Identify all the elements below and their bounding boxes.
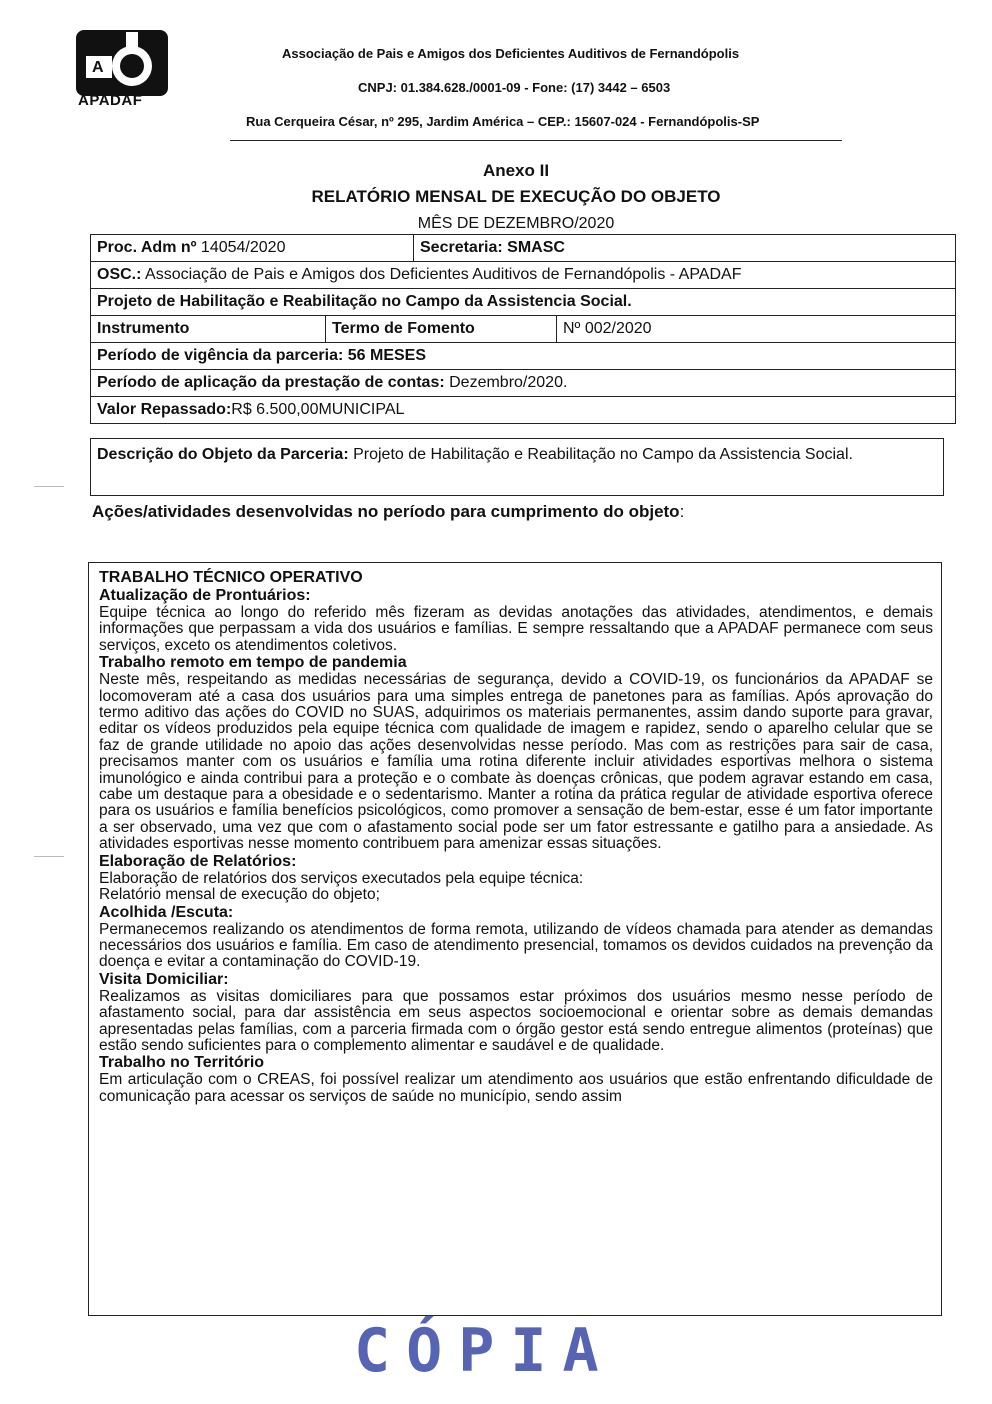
section-text-reports-1: Elaboração de relatórios dos serviços executados pela equipe técnica: bbox=[99, 869, 584, 887]
logo-text: APADAF bbox=[78, 92, 143, 109]
osc-value: Associação de Pais e Amigos dos Deficientes Auditivos de Fernandópolis - APADAF bbox=[141, 266, 742, 283]
section-title-listening: Acolhida /Escuta: bbox=[99, 903, 234, 921]
info-table bbox=[90, 234, 956, 424]
instrument-cell: Instrumento bbox=[97, 320, 190, 337]
osc-label: OSC.: bbox=[97, 266, 142, 283]
actions-heading bbox=[92, 502, 684, 522]
header-divider bbox=[230, 140, 842, 141]
section-title-home-visit: Visita Domiciliar: bbox=[99, 970, 229, 988]
actions-heading-text: Ações/atividades desenvolvidas no período para cumprimento do objeto bbox=[92, 502, 680, 521]
section-title-territory: Trabalho no Território bbox=[99, 1054, 265, 1072]
svg-text:A: A bbox=[92, 59, 104, 76]
section-text-remote-work: Neste mês, respeitando as medidas necessárias de segurança, devido a COVID-19, os funcionários da APADAF se locomoveram até a casa dos usuários para uma simples entrega de panetones para as famílias. Após aprovação do termo aditivo das ações do COVID no SUAS, adquirimos os materiais permanentes, assim dando suporte para gravar, editar os vídeos produzidos pela equipe técnica com qualidade de imagem e rapidez, sendo o aparelho celular que se faz de grande utilidade no apoio das ações desenvolvidas nesse período. Mas com as restrições para sair de casa, precisamos manter com os usuários e família uma rotina diferente incluir atividades esportivas melhora o sistema imunológico e ainda contribui para a proteção e o combate às doenças crônicas, que podem agravar estando em casa, cabe um destaque para a obesidade e o sedentarismo. Manter a rotina da prática regular de atividade esportiva oferece para os usuários e família benefícios psicológicos, como promover a sensação de bem-estar, esse é um fator importante a ser observado, uma vez que com o afastamento social pode ser um fator estressante e gatilho para a ansiedade. As atividades esportivas nesse momento contribuem para amenizar essas situações. bbox=[99, 671, 933, 853]
section-main-title: TRABALHO TÉCNICO OPERATIVO bbox=[99, 569, 363, 586]
aplicacao-value: Dezembro/2020. bbox=[444, 374, 568, 391]
object-description-box bbox=[90, 438, 944, 496]
section-text-territory: Em articulação com o CREAS, foi possível realizar um atendimento aos usuários que estão enfrentando dificuldade de comunicação para acessar os serviços de saúde no município, sendo assim bbox=[99, 1071, 933, 1105]
margin-mark bbox=[34, 486, 64, 487]
annex-title: Anexo II bbox=[482, 161, 550, 180]
section-text-home-visit: Realizamos as visitas domiciliares para que possamos estar próximos dos usuários mesmo nesse período de afastamento social, para dar assistência em seus aspectos socioemocional e orientar sobre as demais demandas apresentadas pelas famílias, com a parceria firmada com o órgão gestor está sendo entregue alimentos (proteínas) que estão sendo suficientes para o complemento alimentar e saudável e de qualidade. bbox=[99, 987, 933, 1054]
info-row-instrument bbox=[91, 316, 955, 343]
actions-heading-colon: : bbox=[679, 502, 685, 521]
report-title: RELATÓRIO MENSAL DE EXECUÇÃO DO OBJETO bbox=[311, 187, 721, 206]
project-cell: Projeto de Habilitação e Reabilitação no Campo da Assistencia Social. bbox=[97, 293, 632, 310]
org-cnpj-phone: CNPJ: 01.384.628./0001-09 - Fone: (17) 3442 – 6503 bbox=[358, 80, 671, 95]
section-text-reports-2: Relatório mensal de execução do objeto; bbox=[99, 886, 380, 904]
activities-box bbox=[88, 562, 942, 1316]
section-title-prontuarios: Atualização de Prontuários: bbox=[99, 587, 311, 604]
secretaria-cell: Secretaria: SMASC bbox=[413, 235, 571, 261]
copy-stamp: CÓPIA bbox=[354, 1316, 615, 1386]
valor-cell bbox=[91, 401, 410, 419]
description-text: Projeto de Habilitação e Reabilitação no Campo da Assistencia Social. bbox=[348, 446, 853, 463]
info-row-valor bbox=[91, 397, 955, 423]
info-row-vigencia bbox=[91, 343, 955, 370]
info-row-aplicacao bbox=[91, 370, 955, 397]
vigencia-cell: Período de vigência da parceria: 56 MESES bbox=[97, 347, 427, 364]
numero-cell: Nº 002/2020 bbox=[556, 316, 658, 342]
org-address: Rua Cerqueira César, nº 295, Jardim América – CEP.: 15607-024 - Fernandópolis-SP bbox=[246, 114, 760, 129]
aplicacao-cell bbox=[91, 374, 573, 392]
section-text-prontuarios: Equipe técnica ao longo do referido mês fizeram as devidas anotações das atividades, atendimentos, e demais informações que perpassam a vida dos usuários e famílias. E sempre ressaltando que a APADAF permanece com seus serviços, exceto os atendimentos coletivos. bbox=[99, 604, 933, 654]
info-row-osc bbox=[91, 262, 955, 289]
proc-label: Proc. Adm nº bbox=[97, 239, 197, 256]
valor-label: Valor Repassado: bbox=[97, 401, 232, 418]
proc-cell bbox=[91, 239, 413, 257]
section-title-reports: Elaboração de Relatórios: bbox=[99, 852, 297, 870]
section-title-remote-work: Trabalho remoto em tempo de pandemia bbox=[99, 654, 407, 672]
aplicacao-label: Período de aplicação da prestação de contas: bbox=[97, 374, 445, 391]
org-name: Associação de Pais e Amigos dos Deficientes Auditivos de Fernandópolis bbox=[282, 46, 740, 61]
section-text-listening: Permanecemos realizando os atendimentos de forma remota, utilizando de vídeos chamada para atender as demandas necessários dos usuários e família. Em caso de atendimento presencial, tomamos os devidos cuidados na prevenção da doença e evitar a contaminação do COVID-19. bbox=[99, 920, 933, 971]
margin-mark bbox=[34, 856, 64, 857]
info-row-proc bbox=[91, 235, 955, 262]
info-row-project bbox=[91, 289, 955, 316]
description-label: Descrição do Objeto da Parceria: bbox=[97, 446, 349, 463]
osc-cell bbox=[91, 266, 747, 284]
proc-value: 14054/2020 bbox=[196, 239, 286, 256]
valor-value: R$ 6.500,00MUNICIPAL bbox=[231, 401, 405, 418]
termo-cell: Termo de Fomento bbox=[325, 316, 556, 342]
report-month: MÊS DE DEZEMBRO/2020 bbox=[417, 215, 615, 232]
